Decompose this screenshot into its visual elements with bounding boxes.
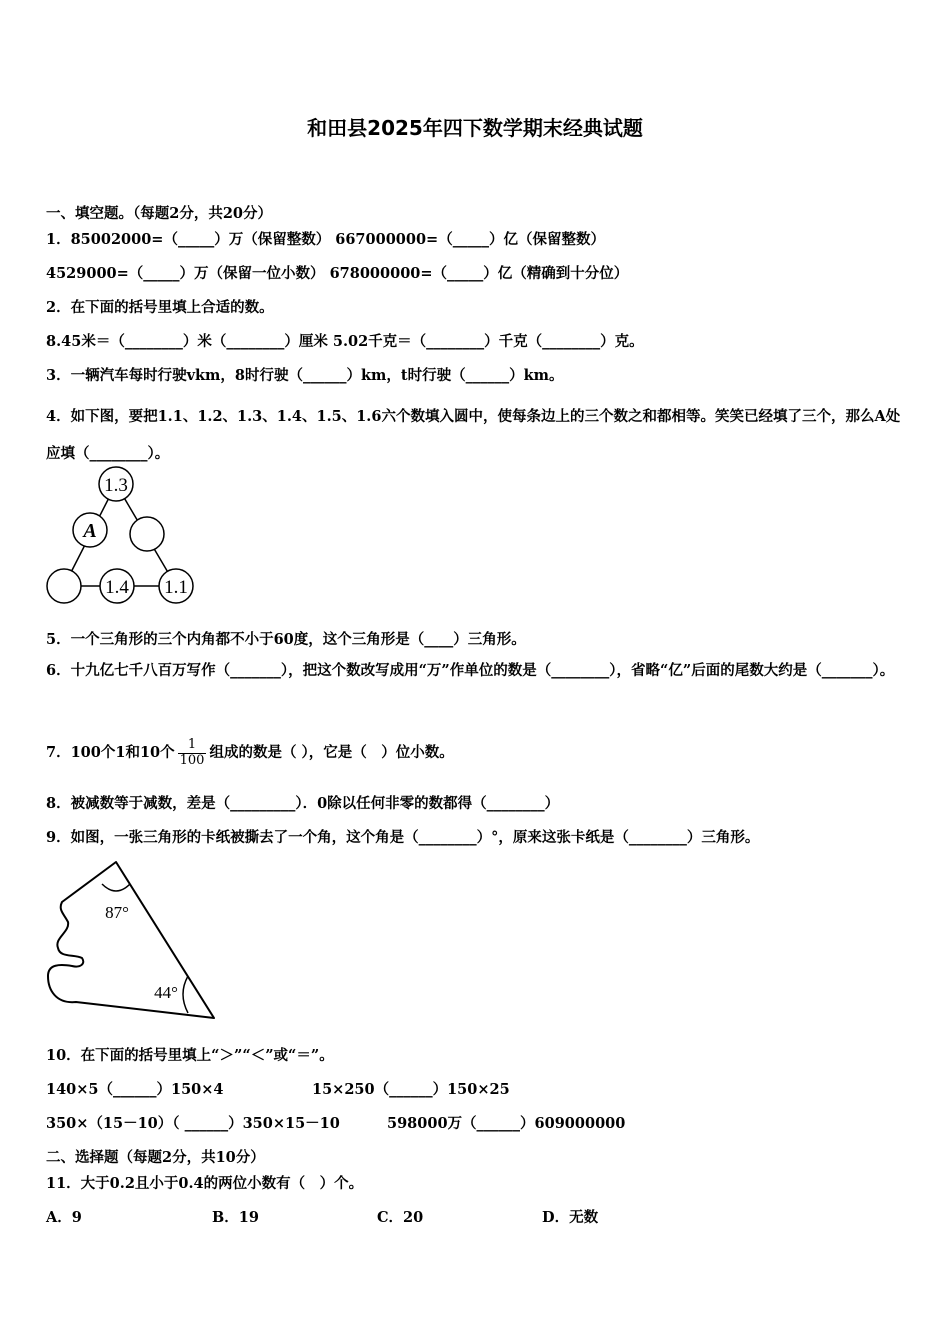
circle-bottom-left [47,569,81,603]
question-7-text-after: 组成的数是（ ），它是（ ）位小数。 [209,744,454,761]
angle-87-label: 87° [105,903,129,922]
torn-triangle-figure [44,858,220,1024]
question-2-line-2: 8.45米＝（________）米（________）厘米 5.02千克＝（________）千克（________）克。 [46,333,644,350]
option-a: A．9 [46,1209,82,1226]
section-heading-choice: 二、选择题（每题2分，共10分） [46,1149,265,1166]
page-title: 和田县2025年四下数学期末经典试题 [307,116,643,140]
angle-44-label: 44° [154,983,178,1002]
bottom-angle-arc [183,976,188,1013]
circle-a-label: A [83,520,97,542]
question-5: 5．一个三角形的三个内角都不小于60度，这个三角形是（____）三角形。 [46,631,526,648]
question-3: 3．一辆汽车每时行驶vkm，8时行驶（______）km，t时行驶（______）km。 [46,367,564,384]
fraction-denominator: 100 [179,752,205,768]
option-c: C．20 [377,1209,424,1226]
section-heading-fill-in: 一、填空题。（每题2分，共20分） [46,205,273,222]
question-10-item-1: 140×5（______）150×4 [46,1081,224,1098]
question-6: 6．十九亿七千八百万写作（_______），把这个数改写成用“万”作单位的数是（________），省略“亿”后面的尾数大约是（_______）。 [46,662,895,679]
question-8: 8．被减数等于减数，差是（_________）．0除以任何非零的数都得（________） [46,795,560,812]
triangle-circles-figure [44,464,196,606]
torn-card-outline [48,862,214,1018]
circle-top-label: 1.3 [104,475,128,496]
question-2-line-1: 2．在下面的括号里填上合适的数。 [46,299,274,316]
question-10: 10．在下面的括号里填上“＞”“＜”或“＝”。 [46,1047,334,1064]
question-1-line-1: 1．85002000=（_____）万（保留整数） 667000000=（_____）亿（保留整数） [46,231,605,248]
question-10-item-4: 598000万（______）609000000 [387,1115,626,1132]
question-7-text-before: 7．100个1和10个 [46,744,175,761]
option-d: D．无数 [542,1209,599,1226]
circle-bottom-right-label: 1.1 [164,577,188,598]
question-10-item-3: 350×（15－10）（ ______）350×15－10 [46,1115,340,1132]
circle-bottom-middle-label: 1.4 [105,577,129,598]
fraction-numerator: 1 [178,738,207,753]
question-9: 9．如图，一张三角形的卡纸被撕去了一个角，这个角是（________）°，原来这张卡纸是（________）三角形。 [46,829,760,846]
question-10-item-2: 15×250（______）150×25 [312,1081,510,1098]
top-angle-arc [102,884,130,891]
circle-right-middle [130,517,164,551]
option-b: B．19 [212,1209,259,1226]
question-11: 11．大于0.2且小于0.4的两位小数有（ ）个。 [46,1175,364,1192]
question-7 [46,730,454,776]
fraction-one-hundredth [178,738,207,768]
question-1-line-2: 4529000=（_____）万（保留一位小数） 678000000=（_____）亿（精确到十分位） [46,265,629,282]
question-4: 4．如下图，要把1.1、1.2、1.3、1.4、1.5、1.6六个数填入圆中，使每条边上的三个数之和都相等。笑笑已经填了三个，那么A处应填（________）。 [46,408,901,462]
